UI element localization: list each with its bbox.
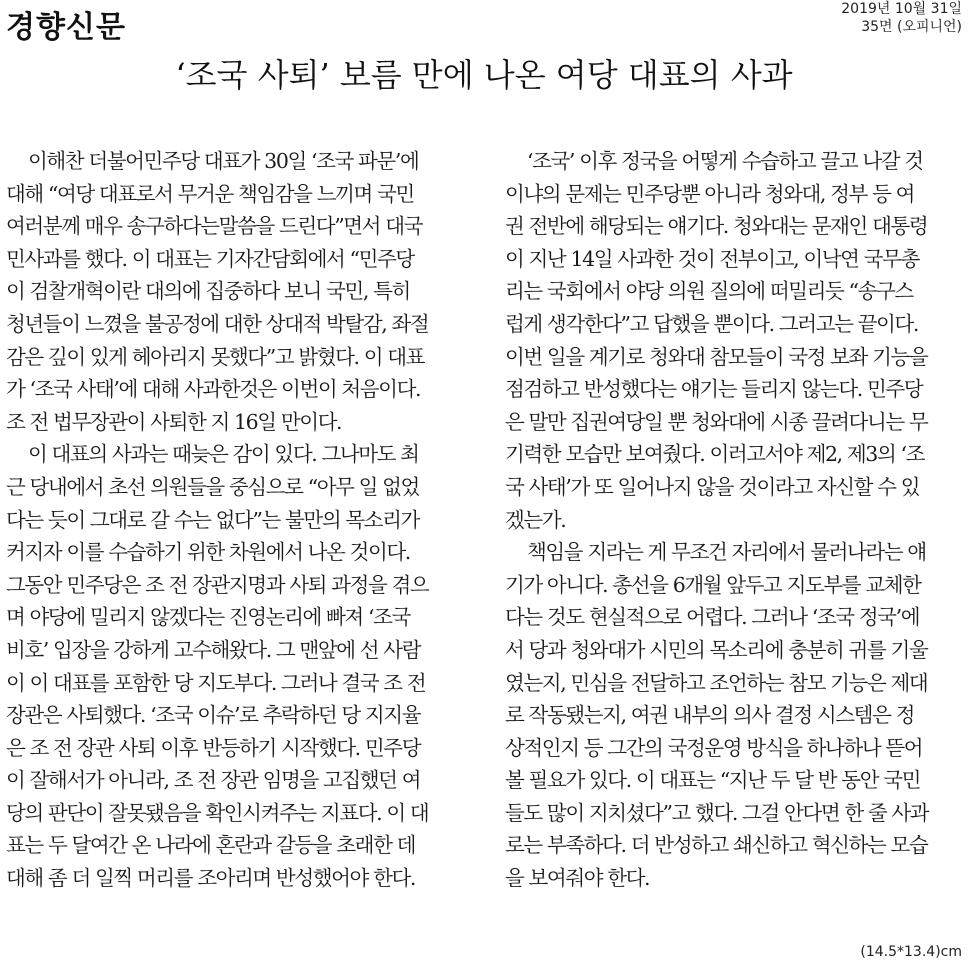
text-line: 민사과를 했다. 이 대표는 기자간담회에서 “민주당 xyxy=(6,246,414,271)
text-line: 가 ‘조국 사태’에 대해 사과한것은 이번이 처음이다. xyxy=(6,377,421,402)
text-line: 표는 두 달여간 온 나라에 혼란과 갈등을 초래한 데 xyxy=(6,833,415,858)
text-line: 리는 국회에서 야당 의원 질의에 떠밀리듯 “송구스 xyxy=(505,279,913,304)
article-headline: ‘조국 사퇴’ 보름 만에 나온 여당 대표의 사과 xyxy=(175,56,793,94)
publication-section: 35면 (오피니언) xyxy=(861,19,962,35)
text-line: ‘조국’ 이후 정국을 어떻게 수습하고 끌고 나갈 것 xyxy=(527,149,923,173)
text-line: 책임을 지라는 게 무조건 자리에서 물러나라는 얘 xyxy=(527,540,926,565)
text-line: 이 이 대표를 포함한 당 지도부다. 그러나 결국 조 전 xyxy=(6,670,426,695)
text-line: 볼 필요가 있다. 이 대표는 “지난 두 달 반 동안 국민 xyxy=(505,768,921,793)
text-line: 기가 아니다. 총선을 6개월 앞두고 지도부를 교체한 xyxy=(505,572,921,597)
text-line: 이 대표의 사과는 때늦은 감이 있다. 그나마도 최 xyxy=(28,442,419,467)
text-line: 권 전반에 해당되는 얘기다. 청와대는 문재인 대통령 xyxy=(505,214,928,239)
text-line: 을 보여줘야 한다. xyxy=(505,866,650,891)
text-line: 상적인지 등 그간의 국정운영 방식을 하나하나 뜯어 xyxy=(505,735,923,760)
text-line: 겠는가. xyxy=(505,507,566,532)
text-line: 이냐의 문제는 민주당뿐 아니라 청와대, 정부 등 여 xyxy=(505,181,914,206)
text-line: 청년들이 느꼈을 불공정에 대한 상대적 박탈감, 좌절 xyxy=(6,311,429,336)
text-line: 이해찬 더불어민주당 대표가 30일 ‘조국 파문’에 xyxy=(28,149,419,173)
text-line: 점검하고 반성했다는 얘기는 들리지 않는다. 민주당 xyxy=(505,377,923,402)
text-line: 들도 많이 지치셨다”고 했다. 그걸 안다면 한 줄 사과 xyxy=(505,800,929,825)
article-column-left xyxy=(6,145,456,895)
text-line: 이번 일을 계기로 청와대 참모들이 국정 보좌 기능을 xyxy=(505,344,928,369)
text-line: 다는 것도 현실적으로 어렵다. 그러나 ‘조국 정국’에 xyxy=(505,605,920,630)
text-line: 여러분께 매우 송구하다는말씀을 드린다”면서 대국 xyxy=(6,214,423,239)
text-line: 서 당과 청와대가 시민의 목소리에 충분히 귀를 기울 xyxy=(505,637,928,662)
text-line: 조 전 법무장관이 사퇴한 지 16일 만이다. xyxy=(6,409,342,434)
text-line: 럽게 생각한다”고 답했을 뿐이다. 그러고는 끝이다. xyxy=(505,311,918,336)
article-size-note: (14.5*13.4)cm xyxy=(860,944,962,960)
text-line: 은 말만 집권여당일 뿐 청와대에 시종 끌려다니는 무 xyxy=(505,409,928,434)
text-line: 기력한 모습만 보여줬다. 이러고서야 제2, 제3의 ‘조 xyxy=(505,442,924,467)
text-line: 장관은 사퇴했다. ‘조국 이슈’로 추락하던 당 지지율 xyxy=(6,703,421,728)
text-line: 근 당내에서 초선 의원들을 중심으로 “아무 일 없었 xyxy=(6,474,419,499)
text-line: 이 잘해서가 아니라, 조 전 장관 임명을 고집했던 여 xyxy=(6,768,421,793)
text-line: 이 지난 14일 사과한 것이 전부이고, 이낙연 국무총 xyxy=(505,246,919,271)
text-line: 감은 깊이 있게 헤아리지 못했다”고 밝혔다. 이 대표 xyxy=(6,344,425,369)
text-line: 국 사태’가 또 일어나지 않을 것이라고 자신할 수 있 xyxy=(505,474,920,499)
text-line: 대해 “여당 대표로서 무거운 책임감을 느끼며 국민 xyxy=(6,181,414,206)
text-line: 커지자 이를 수습하기 위한 차원에서 나온 것이다. xyxy=(6,540,410,565)
publication-meta xyxy=(841,0,962,36)
text-line: 로 작동됐는지, 여권 내부의 의사 결정 시스템은 정 xyxy=(505,703,914,728)
text-line: 였는지, 민심을 전달하고 조언하는 참모 기능은 제대 xyxy=(505,670,928,695)
text-line: 그동안 민주당은 조 전 장관지명과 사퇴 과정을 겪으 xyxy=(6,572,429,597)
text-line: 다는 듯이 그대로 갈 수는 없다”는 불만의 목소리가 xyxy=(6,507,419,532)
publication-date: 2019년 10월 31일 xyxy=(841,1,962,17)
text-line: 은 조 전 장관 사퇴 이후 반등하기 시작했다. 민주당 xyxy=(6,735,421,760)
text-line: 로는 부족하다. 더 반성하고 쇄신하고 혁신하는 모습 xyxy=(505,833,928,858)
text-line: 며 야당에 밀리지 않겠다는 진영논리에 빠져 ‘조국 xyxy=(6,605,410,630)
text-line: 당의 판단이 잘못됐음을 확인시켜주는 지표다. 이 대 xyxy=(6,800,429,825)
newspaper-masthead: 경향신문 xyxy=(6,10,126,45)
text-line: 이 검찰개혁이란 대의에 집중하다 보니 국민, 특히 xyxy=(6,279,410,304)
text-line: 비호’ 입장을 강하게 고수해왔다. 그 맨앞에 선 사람 xyxy=(6,637,421,662)
text-line: 대해 좀 더 일찍 머리를 조아리며 반성했어야 한다. xyxy=(6,866,415,891)
article-column-right xyxy=(505,145,955,895)
